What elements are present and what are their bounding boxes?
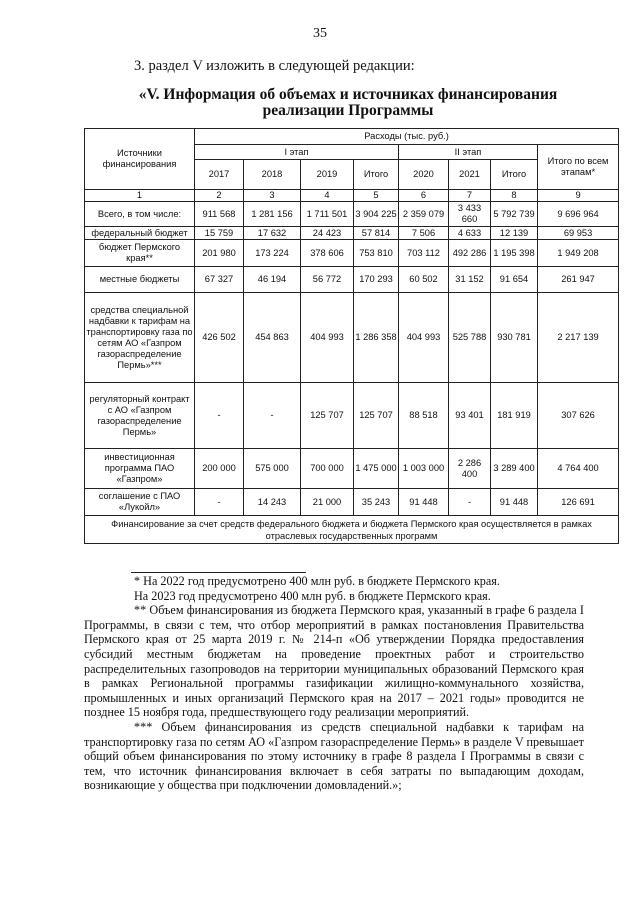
- table-row: [85, 202, 619, 227]
- table-cell: 31 152: [449, 267, 491, 293]
- table-cell: 703 112: [399, 240, 449, 267]
- table-cell: 14 243: [244, 489, 301, 516]
- table-cell: 2 286 400: [449, 449, 491, 489]
- table-cell: 1 949 208: [538, 240, 619, 267]
- table-cell: 200 000: [195, 449, 244, 489]
- table-cell: 307 626: [538, 383, 619, 449]
- table-cell: 24 423: [301, 227, 354, 240]
- table-cell: 46 194: [244, 267, 301, 293]
- table-cell: 15 759: [195, 227, 244, 240]
- footnote-1b: На 2023 год предусмотрено 400 млн руб. в бюджете Пермского края.: [134, 588, 491, 603]
- header-year: Итого: [354, 160, 399, 190]
- header-year: 2020: [399, 160, 449, 190]
- table-cell: 1 475 000: [354, 449, 399, 489]
- table-cell: 930 781: [491, 293, 538, 383]
- table-cell: 4 633: [449, 227, 491, 240]
- column-number: 5: [354, 190, 399, 202]
- header-stage-1: I этап: [195, 145, 399, 160]
- column-number: 3: [244, 190, 301, 202]
- row-source: Всего, в том числе:: [85, 202, 195, 227]
- table-cell: 7 506: [399, 227, 449, 240]
- financing-table: [84, 128, 619, 544]
- table-cell: 91 654: [491, 267, 538, 293]
- page-number: 35: [313, 26, 327, 41]
- table-cell: 56 772: [301, 267, 354, 293]
- table-cell: 575 000: [244, 449, 301, 489]
- table-cell: 9 696 964: [538, 202, 619, 227]
- footnote-3: *** Объем финансирования из средств специальной надбавки к тарифам на транспортировку газа по сетям АО «Газпром газораспределение Пермь» в разделе V превышает общий объем финансирования по этому источнику в графе 8 раздела I Программы в связи с тем, что источник финансирования включает в себя затраты по выпадающим доходам, возникающие у общества при подключении домовладений.»;: [84, 719, 584, 793]
- table-cell: -: [244, 383, 301, 449]
- table-cell: 201 980: [195, 240, 244, 267]
- table-row: [85, 489, 619, 516]
- table-cell: 1 286 358: [354, 293, 399, 383]
- header-year: 2017: [195, 160, 244, 190]
- table-cell: 21 000: [301, 489, 354, 516]
- section-heading: [80, 87, 616, 119]
- table-row: [85, 227, 619, 240]
- footnotes: [84, 574, 584, 793]
- table-cell: 700 000: [301, 449, 354, 489]
- table-cell: 93 401: [449, 383, 491, 449]
- table-cell: 60 502: [399, 267, 449, 293]
- table-row: [85, 240, 619, 267]
- table-cell: 2 217 139: [538, 293, 619, 383]
- header-grand-total: Итого по всем этапам*: [538, 145, 619, 190]
- table-cell: 173 224: [244, 240, 301, 267]
- heading-line-2: реализации Программы: [262, 102, 434, 119]
- table-cell: 1 711 501: [301, 202, 354, 227]
- row-source: местные бюджеты: [85, 267, 195, 293]
- header-year: 2019: [301, 160, 354, 190]
- table-cell: 3 904 225: [354, 202, 399, 227]
- row-source: регуляторный контракт с АО «Газпром газораспределение Пермь»: [85, 383, 195, 449]
- table-cell: -: [195, 489, 244, 516]
- table-cell: 69 953: [538, 227, 619, 240]
- column-number: 4: [301, 190, 354, 202]
- column-number: 1: [85, 190, 195, 202]
- header-year: 2018: [244, 160, 301, 190]
- row-source: бюджет Пермского края**: [85, 240, 195, 267]
- intro-text: 3. раздел V изложить в следующей редакции:: [134, 58, 415, 74]
- table-cell: 88 518: [399, 383, 449, 449]
- table-cell: 12 139: [491, 227, 538, 240]
- table-cell: 181 919: [491, 383, 538, 449]
- table-footer-note: Финансирование за счет средств федерального бюджета и бюджета Пермского края осуществляется в рамках отраслевых государственных программ: [85, 516, 619, 544]
- table-cell: 125 707: [301, 383, 354, 449]
- header-stage-2: II этап: [399, 145, 538, 160]
- table-cell: 67 327: [195, 267, 244, 293]
- table-cell: 492 286: [449, 240, 491, 267]
- table-cell: 404 993: [301, 293, 354, 383]
- table-cell: 3 289 400: [491, 449, 538, 489]
- table-cell: 91 448: [399, 489, 449, 516]
- table-cell: 126 691: [538, 489, 619, 516]
- row-source: средства специальной надбавки к тарифам на транспортировку газа по сетям АО «Газпром газораспределение Пермь»***: [85, 293, 195, 383]
- table-cell: 454 863: [244, 293, 301, 383]
- row-source: инвестиционная программа ПАО «Газпром»: [85, 449, 195, 489]
- table-cell: 1 281 156: [244, 202, 301, 227]
- table-cell: 170 293: [354, 267, 399, 293]
- table-cell: 35 243: [354, 489, 399, 516]
- header-year: Итого: [491, 160, 538, 190]
- header-expenses: Расходы (тыс. руб.): [195, 129, 619, 145]
- table-cell: 404 993: [399, 293, 449, 383]
- table-cell: 2 359 079: [399, 202, 449, 227]
- table-row: [85, 383, 619, 449]
- table-cell: 4 764 400: [538, 449, 619, 489]
- table-row: [85, 267, 619, 293]
- column-number: 8: [491, 190, 538, 202]
- table-cell: 753 810: [354, 240, 399, 267]
- column-number: 6: [399, 190, 449, 202]
- footnote-divider: [131, 572, 306, 573]
- table-cell: 3 433 660: [449, 202, 491, 227]
- header-sources: Источники финансирования: [85, 129, 195, 190]
- table-cell: 525 788: [449, 293, 491, 383]
- footnote-2: ** Объем финансирования из бюджета Пермского края, указанный в графе 6 раздела I Программы, в связи с тем, что отбор мероприятий в рамках постановления Правительства Пермского края от 25 марта 2019 г. № 214-п «Об утверждении Порядка предоставления субсидий местным бюджетам на проведение проектных работ и строительство распределительных газопроводов на территории муниципальных образований Пермского края в рамках Региональной программы газификации жилищно-коммунального хозяйства, промышленных и иных организаций Пермского края на 2017 – 2021 годы» проводится не позднее 15 ноября года, предшествующего году реализации мероприятий.: [84, 603, 584, 720]
- table-cell: 378 606: [301, 240, 354, 267]
- table-cell: 426 502: [195, 293, 244, 383]
- table-cell: 5 792 739: [491, 202, 538, 227]
- table-row: [85, 293, 619, 383]
- header-year: 2021: [449, 160, 491, 190]
- table-cell: 1 195 398: [491, 240, 538, 267]
- table-cell: 911 568: [195, 202, 244, 227]
- row-source: федеральный бюджет: [85, 227, 195, 240]
- table-row: [85, 449, 619, 489]
- table-cell: 261 947: [538, 267, 619, 293]
- column-number: 9: [538, 190, 619, 202]
- table-cell: 91 448: [491, 489, 538, 516]
- footnote-1a: * На 2022 год предусмотрено 400 млн руб. в бюджете Пермского края.: [134, 574, 500, 588]
- table-cell: -: [195, 383, 244, 449]
- row-source: соглашение с ПАО «Лукойл»: [85, 489, 195, 516]
- column-number: 2: [195, 190, 244, 202]
- table-cell: -: [449, 489, 491, 516]
- column-number: 7: [449, 190, 491, 202]
- heading-line-1: «V. Информация об объемах и источниках финансирования: [138, 86, 558, 103]
- table-cell: 57 814: [354, 227, 399, 240]
- table-cell: 17 632: [244, 227, 301, 240]
- table-cell: 125 707: [354, 383, 399, 449]
- table-cell: 1 003 000: [399, 449, 449, 489]
